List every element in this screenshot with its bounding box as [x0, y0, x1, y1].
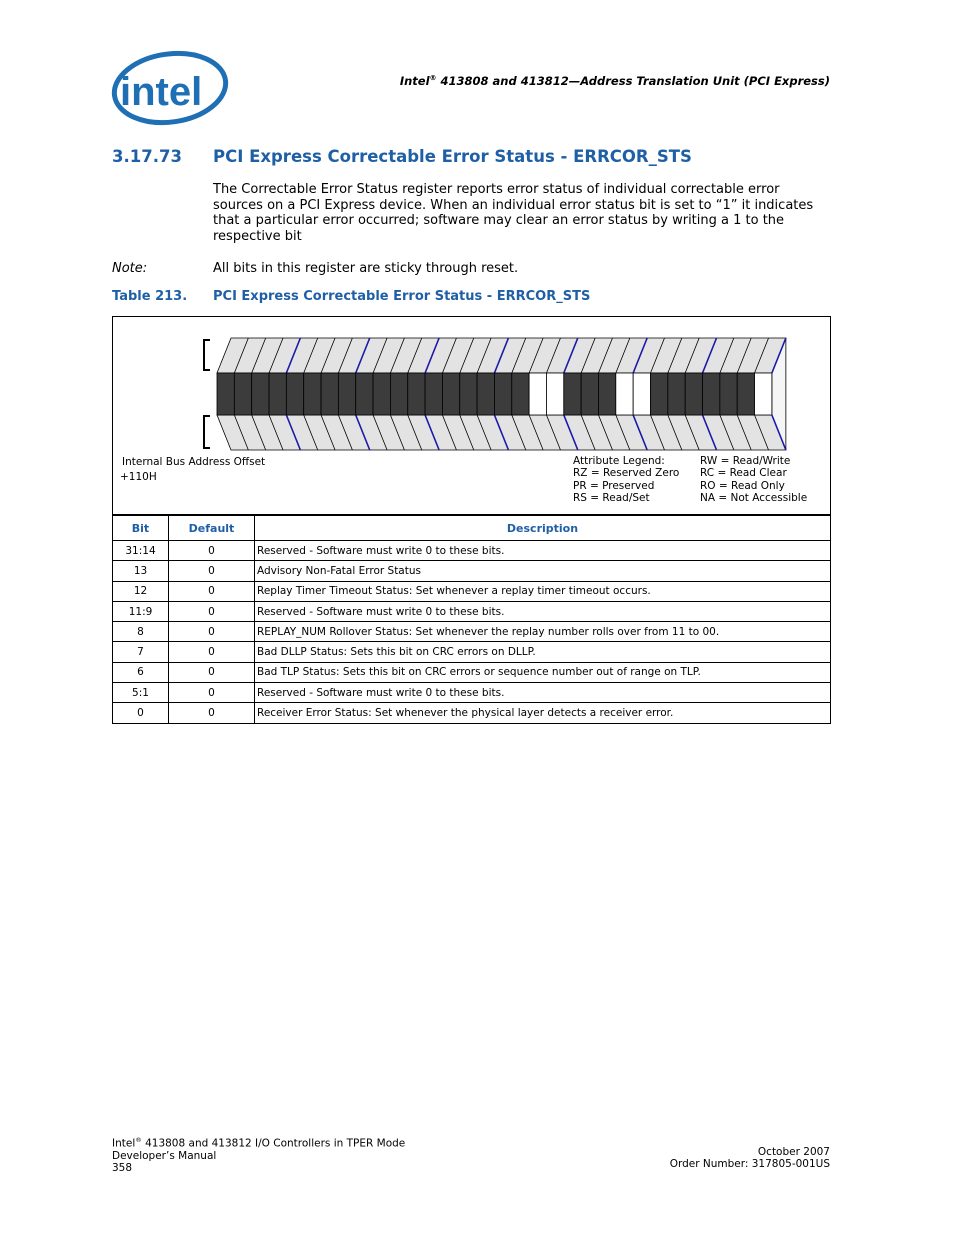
- bit-cell: [304, 373, 321, 415]
- attribute-legend-left: [573, 455, 679, 505]
- default-cell: 0: [169, 683, 255, 703]
- section-title: PCI Express Correctable Error Status - ERRCOR_STS: [213, 147, 692, 166]
- table-row: [113, 642, 831, 662]
- logo-text: intel: [120, 70, 203, 114]
- footer-reg-mark: ®: [135, 1136, 142, 1144]
- bit-cell: [529, 373, 546, 415]
- legend-entry: RW = Read/Write: [700, 455, 791, 467]
- register-table: [112, 515, 831, 724]
- default-cell: 0: [169, 703, 255, 723]
- bit-cell: [217, 373, 234, 415]
- bit-cell: 6: [113, 662, 169, 682]
- default-cell: 0: [169, 601, 255, 621]
- description-cell: Reserved - Software must write 0 to these bits.: [255, 683, 831, 703]
- bit-cell: [737, 373, 754, 415]
- table-number: Table 213.: [112, 289, 188, 304]
- bit-cell: [321, 373, 338, 415]
- section-number: 3.17.73: [112, 147, 182, 166]
- bit-cell: [512, 373, 529, 415]
- bit-cell: 13: [113, 561, 169, 581]
- table-row: [113, 601, 831, 621]
- bit-cell: [564, 373, 581, 415]
- legend-entry: RC = Read Clear: [700, 467, 787, 480]
- col-header-default: Default: [169, 516, 255, 541]
- description-cell: Bad TLP Status: Sets this bit on CRC errors or sequence number out of range on TLP.: [255, 662, 831, 682]
- legend-entry: PR = Preserved: [573, 479, 655, 492]
- default-cell: 0: [169, 622, 255, 642]
- header-title: 413808 and 413812—Address Translation Unit (PCI Express): [436, 74, 830, 88]
- description-cell: REPLAY_NUM Rollover Status: Set whenever the replay number rolls over from 11 to 00.: [255, 622, 831, 642]
- table-row: [113, 622, 831, 642]
- description-cell: Reserved - Software must write 0 to these bits.: [255, 541, 831, 561]
- page-number: 358: [112, 1161, 133, 1174]
- table-caption: [112, 289, 590, 304]
- footer-doc-title: 413808 and 413812 I/O Controllers in TPER Mode: [141, 1137, 406, 1150]
- bit-cell: [252, 373, 269, 415]
- bit-cell: [408, 373, 425, 415]
- bit-cell: [581, 373, 598, 415]
- bit-cell: 11:9: [113, 601, 169, 621]
- col-header-bit: Bit: [113, 516, 169, 541]
- default-cell: 0: [169, 541, 255, 561]
- bit-cell: 8: [113, 622, 169, 642]
- description-cell: Bad DLLP Status: Sets this bit on CRC errors on DLLP.: [255, 642, 831, 662]
- legend-entry: NA = Not Accessible: [700, 492, 808, 505]
- intro-paragraph: The Correctable Error Status register reports error status of individual correctable error sources on a PCI Express device. When an individual error status bit is set to “1” it indicates that a particular error occurred; software may clear an error status by writing a 1 to the respective bit: [213, 182, 814, 244]
- bit-cell: [633, 373, 650, 415]
- bracket-top: [204, 340, 210, 370]
- bit-cell: [373, 373, 390, 415]
- description-cell: Reserved - Software must write 0 to these bits.: [255, 601, 831, 621]
- intel-logo: [108, 48, 230, 126]
- table-header-row: [113, 516, 831, 541]
- register-offset: +110H: [120, 471, 157, 483]
- footer-order-number: Order Number: 317805-001US: [669, 1158, 830, 1170]
- bit-cell: [546, 373, 563, 415]
- col-header-description: Description: [255, 516, 831, 541]
- bit-cell: [269, 373, 286, 415]
- bracket-bottom: [204, 416, 210, 448]
- bit-cell: [425, 373, 442, 415]
- bit-cell: [651, 373, 668, 415]
- bit-cell: [338, 373, 355, 415]
- bit-cell: [755, 373, 772, 415]
- table-row: [113, 561, 831, 581]
- bit-cell: [286, 373, 303, 415]
- attribute-legend-right: [700, 455, 807, 505]
- bit-cell: 5:1: [113, 683, 169, 703]
- note-text: All bits in this register are sticky through reset.: [213, 261, 519, 276]
- footer-date: October 2007: [757, 1146, 830, 1158]
- footer-brand: Intel: [112, 1137, 136, 1150]
- footer-right: [560, 1146, 830, 1170]
- description-cell: Replay Timer Timeout Status: Set whenever a replay timer timeout occurs.: [255, 581, 831, 601]
- bit-cell: [720, 373, 737, 415]
- default-cell: 0: [169, 561, 255, 581]
- table-row: [113, 541, 831, 561]
- table-row: [113, 703, 831, 723]
- bit-cell: [598, 373, 615, 415]
- header-reg-mark: ®: [429, 74, 437, 83]
- bit-cell: [685, 373, 702, 415]
- footer-manual: Developer’s Manual: [112, 1149, 217, 1162]
- bit-cell: [477, 373, 494, 415]
- bit-cell: 12: [113, 581, 169, 601]
- section-heading: [112, 147, 692, 166]
- bit-cell: 0: [113, 703, 169, 723]
- table-row: [113, 581, 831, 601]
- footer-left: [112, 1134, 405, 1174]
- header-brand: Intel: [399, 74, 430, 88]
- description-cell: Receiver Error Status: Set whenever the physical layer detects a receiver error.: [255, 703, 831, 723]
- bit-cell: [234, 373, 251, 415]
- legend-entry: RS = Read/Set: [573, 492, 650, 505]
- table-row: [113, 662, 831, 682]
- bit-cell: [356, 373, 373, 415]
- bit-cell: 7: [113, 642, 169, 662]
- description-cell: Advisory Non-Fatal Error Status: [255, 561, 831, 581]
- bit-cell: [703, 373, 720, 415]
- default-cell: 0: [169, 662, 255, 682]
- note-label: Note:: [112, 261, 148, 276]
- default-cell: 0: [169, 642, 255, 662]
- bit-cell: [494, 373, 511, 415]
- legend-entry: Attribute Legend:: [573, 455, 665, 467]
- legend-entry: RZ = Reserved Zero: [573, 467, 680, 480]
- bit-cell: [442, 373, 459, 415]
- running-header: [380, 74, 830, 88]
- legend-entry: RO = Read Only: [700, 479, 785, 492]
- table-row: [113, 683, 831, 703]
- default-cell: 0: [169, 581, 255, 601]
- bit-cell: [616, 373, 633, 415]
- bit-cell: 31:14: [113, 541, 169, 561]
- bit-cell: [460, 373, 477, 415]
- bit-cell: [390, 373, 407, 415]
- ibao-label: Internal Bus Address Offset: [122, 456, 266, 468]
- table-title: PCI Express Correctable Error Status - ERRCOR_STS: [213, 289, 591, 304]
- bit-cell: [668, 373, 685, 415]
- register-bit-diagram: [200, 336, 790, 456]
